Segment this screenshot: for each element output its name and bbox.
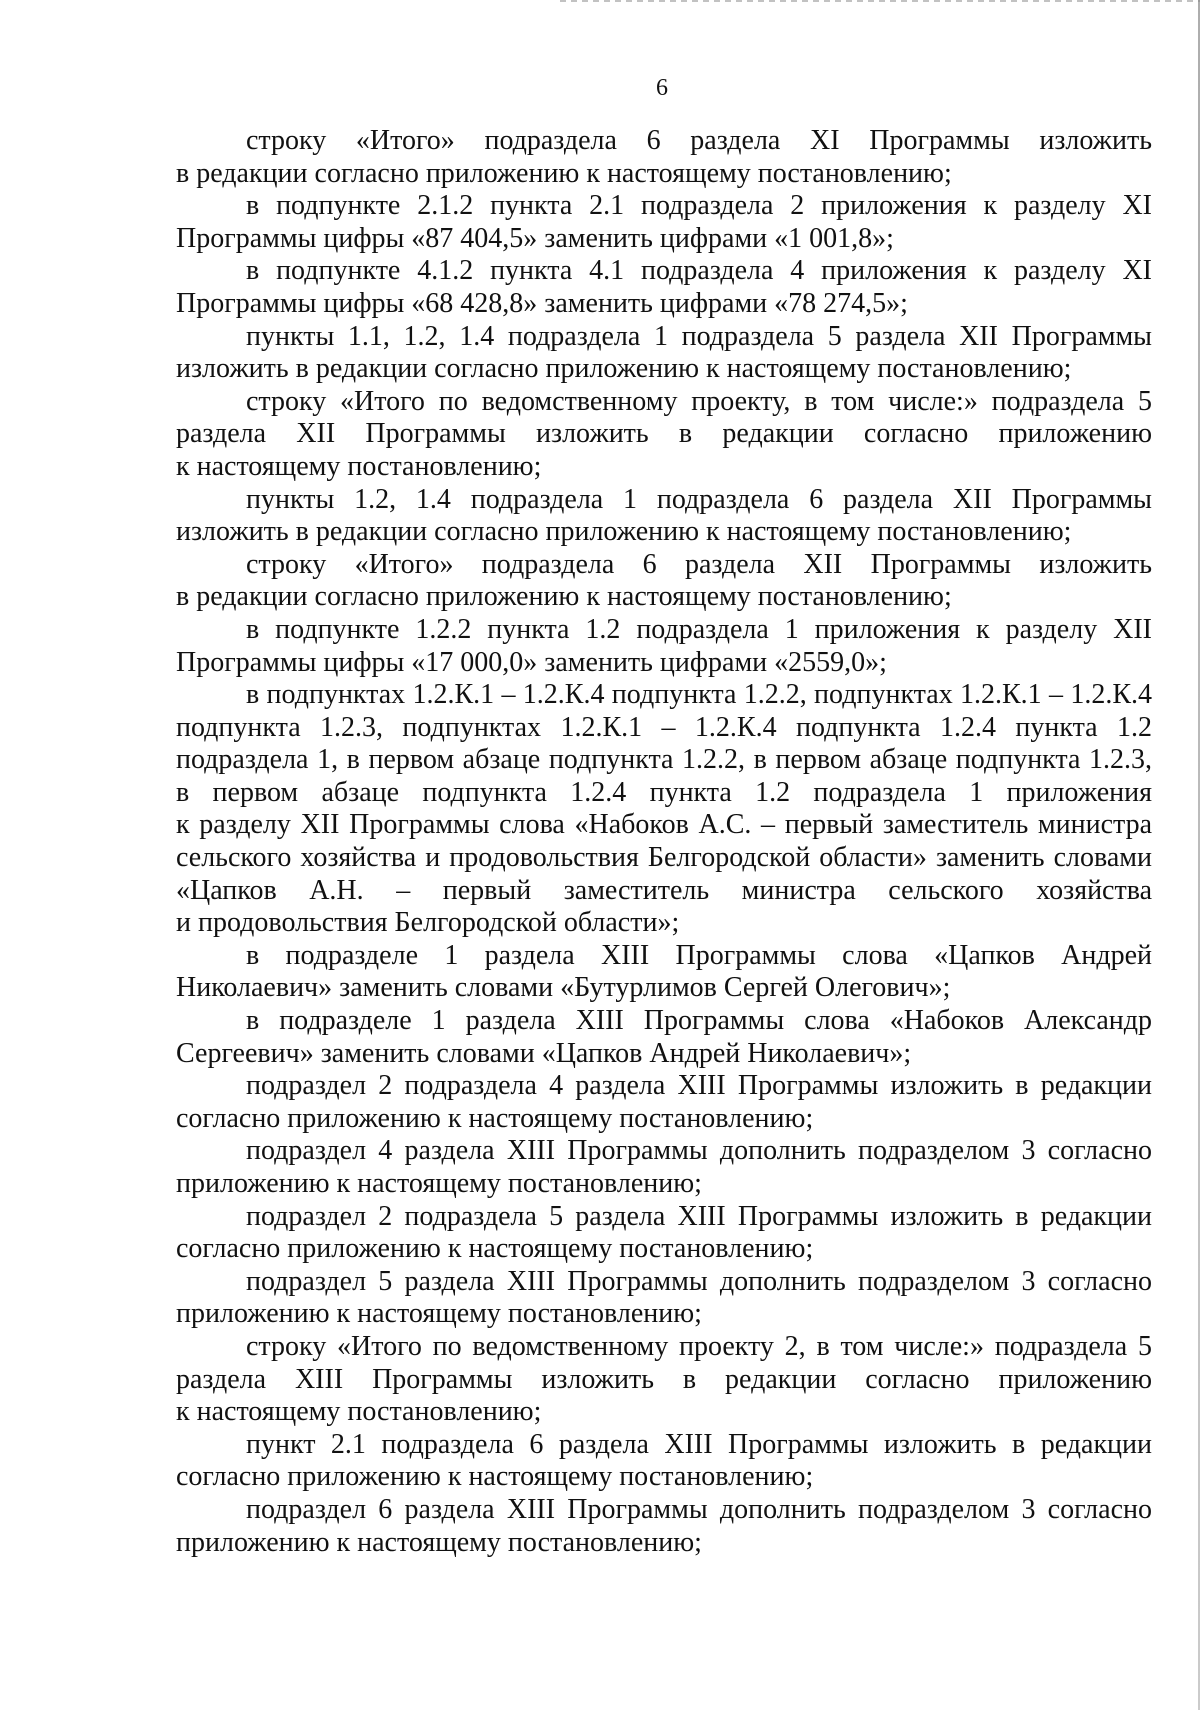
text-line: в подразделе 1 раздела XIII Программы слова «Цапков Андрей xyxy=(246,939,1152,971)
text-line: в подразделе 1 раздела XIII Программы слова «Набоков Александр xyxy=(246,1005,1152,1037)
paragraph xyxy=(176,1070,1152,1135)
paragraph xyxy=(176,1201,1152,1266)
paragraph xyxy=(176,614,1152,679)
text-line: Николаевич» заменить словами «Бутурлимов Сергей Олегович»; xyxy=(176,972,951,1004)
text-line: Сергеевич» заменить словами «Цапков Андрей Николаевич»; xyxy=(176,1037,912,1069)
paragraph xyxy=(176,1494,1152,1559)
paragraph xyxy=(176,1135,1152,1200)
paragraph xyxy=(176,321,1152,386)
text-line: в подпунктах 1.2.К.1 – 1.2.К.4 подпункта 1.2.2, подпунктах 1.2.К.1 – 1.2.К.4 xyxy=(246,679,1152,711)
text-line: к настоящему постановлению; xyxy=(176,450,542,482)
paragraph xyxy=(176,1331,1152,1429)
text-line: в подпункте 1.2.2 пункта 1.2 подраздела 1 приложения к разделу XII xyxy=(246,613,1152,645)
text-line: строку «Итого» подраздела 6 раздела XII Программы изложить xyxy=(246,548,1152,580)
text-line: согласно приложению к настоящему постановлению; xyxy=(176,1233,814,1265)
text-line: строку «Итого по ведомственному проекту 2, в том числе:» подраздела 5 xyxy=(246,1330,1152,1362)
text-line: пункт 2.1 подраздела 6 раздела XIII Программы изложить в редакции xyxy=(246,1428,1152,1460)
text-line: в первом абзаце подпункта 1.2.4 пункта 1.2 подраздела 1 приложения xyxy=(176,776,1152,808)
text-line: в подпункте 2.1.2 пункта 2.1 подраздела 2 приложения к разделу XI xyxy=(246,190,1152,222)
body-text xyxy=(176,125,1152,1559)
text-line: Программы цифры «17 000,0» заменить цифрами «2559,0»; xyxy=(176,646,887,678)
text-line: приложению к настоящему постановлению; xyxy=(176,1168,702,1199)
text-line: раздела XIII Программы изложить в редакции согласно приложению xyxy=(176,1363,1152,1395)
text-line: сельского хозяйства и продовольствия Белгородской области» заменить словами xyxy=(176,842,1152,874)
scan-top-edge xyxy=(560,0,1200,2)
text-line: раздела XII Программы изложить в редакции согласно приложению xyxy=(176,418,1152,450)
text-line: приложению к настоящему постановлению; xyxy=(176,1298,702,1330)
text-line: в редакции согласно приложению к настоящему постановлению; xyxy=(176,581,952,613)
text-line: в подпункте 4.1.2 пункта 4.1 подраздела 4 приложения к разделу XI xyxy=(246,255,1152,287)
text-line: к настоящему постановлению; xyxy=(176,1396,542,1428)
text-line: к разделу XII Программы слова «Набоков А.С. – первый заместитель министра xyxy=(176,809,1152,841)
paragraph xyxy=(176,190,1152,255)
page-number: 6 xyxy=(656,75,668,101)
text-line: подраздел 5 раздела XIII Программы дополнить подразделом 3 согласно xyxy=(246,1265,1152,1297)
text-line: подраздел 4 раздела XIII Программы дополнить подразделом 3 согласно xyxy=(246,1135,1152,1167)
paragraph xyxy=(176,386,1152,484)
text-line: приложению к настоящему постановлению; xyxy=(176,1526,702,1558)
paragraph xyxy=(176,125,1152,190)
text-line: согласно приложению к настоящему постановлению; xyxy=(176,1102,814,1134)
text-line: строку «Итого по ведомственному проекту, в том числе:» подраздела 5 xyxy=(246,385,1152,417)
paragraph xyxy=(176,549,1152,614)
paragraph xyxy=(176,255,1152,320)
paragraph xyxy=(176,1005,1152,1070)
text-line: «Цапков А.Н. – первый заместитель министра сельского хозяйства xyxy=(176,874,1152,906)
text-line: пункты 1.1, 1.2, 1.4 подраздела 1 подраздела 5 раздела XII Программы xyxy=(246,320,1152,352)
text-line: изложить в редакции согласно приложению к настоящему постановлению; xyxy=(176,516,1072,548)
text-line: в редакции согласно приложению к настоящему постановлению; xyxy=(176,157,952,189)
text-line: подпункта 1.2.3, подпунктах 1.2.К.1 – 1.2.К.4 подпункта 1.2.4 пункта 1.2 xyxy=(176,711,1152,743)
text-line: подраздела 1, в первом абзаце подпункта 1.2.2, в первом абзаце подпункта 1.2.3, xyxy=(176,744,1152,776)
text-line: строку «Итого» подраздела 6 раздела XI Программы изложить xyxy=(246,125,1152,156)
text-line: Программы цифры «68 428,8» заменить цифрами «78 274,5»; xyxy=(176,287,908,319)
text-line: подраздел 2 подраздела 4 раздела XIII Программы изложить в редакции xyxy=(246,1070,1152,1102)
paragraph xyxy=(176,484,1152,549)
paragraph xyxy=(176,940,1152,1005)
text-line: подраздел 2 подраздела 5 раздела XIII Программы изложить в редакции xyxy=(246,1200,1152,1232)
paragraph xyxy=(176,679,1152,940)
text-line: изложить в редакции согласно приложению к настоящему постановлению; xyxy=(176,353,1072,385)
paragraph xyxy=(176,1429,1152,1494)
text-line: согласно приложению к настоящему постановлению; xyxy=(176,1461,814,1493)
text-line: пункты 1.2, 1.4 подраздела 1 подраздела 6 раздела XII Программы xyxy=(246,483,1152,515)
paragraph xyxy=(176,1266,1152,1331)
text-line: и продовольствия Белгородской области»; xyxy=(176,907,680,939)
text-line: Программы цифры «87 404,5» заменить цифрами «1 001,8»; xyxy=(176,222,894,254)
text-line: подраздел 6 раздела XIII Программы дополнить подразделом 3 согласно xyxy=(246,1493,1152,1525)
